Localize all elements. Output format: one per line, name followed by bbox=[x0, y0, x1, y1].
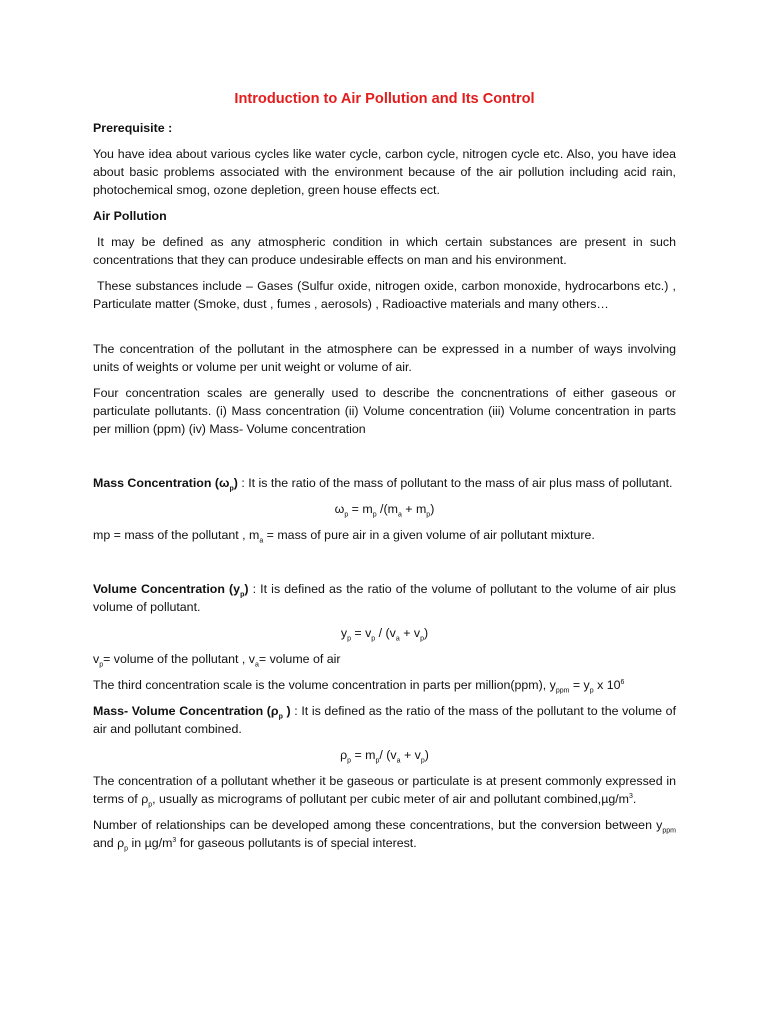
mass-volume-concentration-heading: Mass- Volume Concentration ($\rho_p$ ) bbox=[93, 704, 291, 721]
spacer bbox=[93, 438, 676, 474]
mass-concentration-text: : It is the ratio of the mass of pollutant to the mass of air plus mass of pollutant. bbox=[237, 476, 673, 490]
ppm-concentration-text: The third concentration scale is the volume concentration in parts per million(ppm), $y_{ppm} = y_p$ x $10^6$ bbox=[93, 678, 625, 695]
concentration-scales: Four concentration scales are generally used to describe the concnentrations of either gaseous or particulate pollutants. (i) Mass concentration (ii) Volume concentration (iii) Volume concentration in parts per million (ppm) (iv) Mass- Volume concentration bbox=[93, 386, 676, 436]
air-pollution-definition: It may be defined as any atmospheric condition in which certain substances are present in such concentrations that they can produce undesirable effects on man and his environment. bbox=[93, 235, 676, 267]
concentration-intro: The concentration of the pollutant in the atmosphere can be expressed in a number of ways involving units of weights or volume per unit weight or volume of air. bbox=[93, 342, 676, 374]
mass-volume-usage-text: The concentration of a pollutant whether it be gaseous or particulate is at present commonly expressed in terms of $\rho_p$, usually as micrograms of pollutant per cubic meter of air and pollutant $combined,\mu g/m^3$. bbox=[93, 774, 676, 809]
prerequisite-heading: Prerequisite : bbox=[93, 121, 173, 135]
air-pollution-substances: These substances include – Gases (Sulfur oxide, nitrogen oxide, carbon monoxide, hydrocarbons etc.) , Particulate matter (Smoke, dust , fumes , aerosols) , Radioactive materials and many others… bbox=[93, 279, 676, 311]
mass-volume-concentration-text: : It is defined as the ratio of the mass of the pollutant to the volume of air and pollutant combined. bbox=[93, 704, 677, 736]
mass-concentration-heading: Mass Concentration $(\omega_p)$ bbox=[93, 476, 238, 493]
prerequisite-text: You have idea about various cycles like water cycle, carbon cycle, nitrogen cycle etc. Also, you have idea about basic problems associated with the environment because of the air pollution including acid rain, photochemical smog, ozone depletion, green house effects ect. bbox=[93, 147, 676, 197]
mass-concentration-definitions: mp = mass of the pollutant , $m_a$ = mass of pure air in a given volume of air pollutant mixture. bbox=[93, 528, 595, 545]
spacer bbox=[93, 313, 676, 340]
conversion-text: Number of relationships can be developed among these concentrations, but the conversion between $y_{ppm}$ and $\rho_p$ in $\mu g/m^3$ for gaseous pollutants is of special interest. bbox=[93, 818, 676, 853]
volume-concentration-text: : It is defined as the ratio of the volume of pollutant to the volume of air plus volume of pollutant. bbox=[93, 582, 677, 614]
spacer bbox=[93, 544, 676, 580]
air-pollution-heading: Air Pollution bbox=[93, 209, 167, 223]
volume-concentration-paragraph bbox=[93, 580, 676, 616]
mass-volume-concentration-formula: $\rho_p = m_p/$ $(v_a + v_p)$ bbox=[340, 748, 429, 765]
mass-concentration-formula: $\omega_p = m_p$ $/(m_a + m_p)$ bbox=[334, 502, 435, 519]
volume-concentration-formula: $y_p = v_p / (v_a + v_p)$ bbox=[340, 626, 429, 643]
mass-concentration-paragraph bbox=[93, 474, 676, 492]
document-body bbox=[93, 89, 676, 852]
volume-concentration-definitions: $v_p=$ volume of the pollutant , $v_a=$ volume of air bbox=[93, 652, 341, 669]
document-title: Introduction to Air Pollution and Its Control bbox=[234, 91, 535, 107]
volume-concentration-heading: Volume Concentration $(y_p)$ bbox=[93, 582, 249, 599]
mass-volume-concentration-paragraph bbox=[93, 702, 676, 738]
